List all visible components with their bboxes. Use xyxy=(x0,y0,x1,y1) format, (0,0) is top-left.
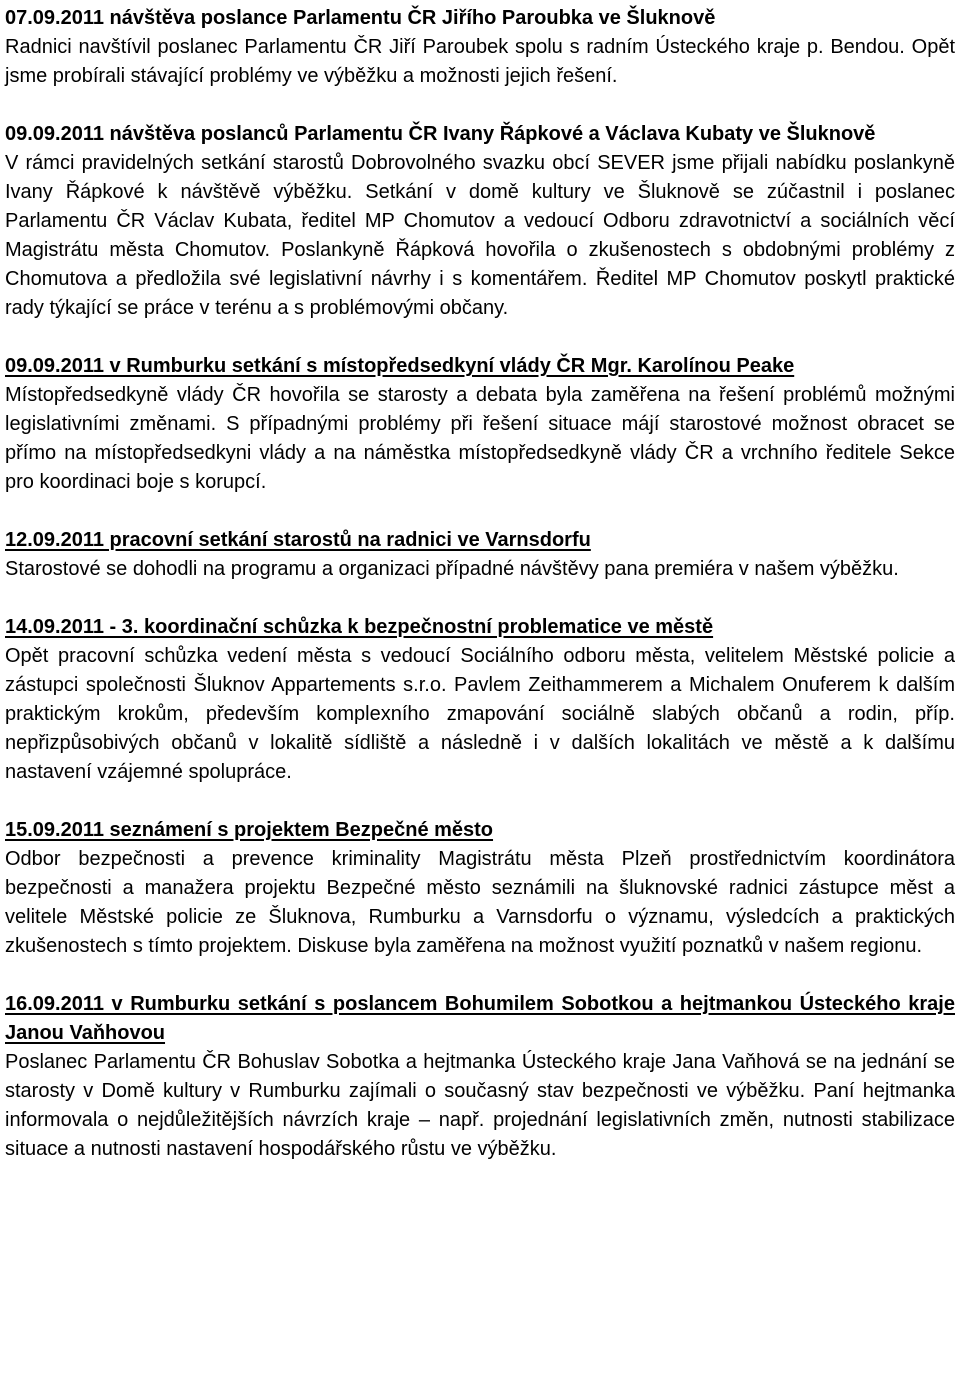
entry-body: Odbor bezpečnosti a prevence kriminality Magistrátu města Plzeň prostřednictvím koordinátora bezpečnosti a manažera projektu Bezpečné město seznámili na šluknovské radnici zástupce měst a velitele Městské policie ze Šluknova, Rumburku a Varnsdorfu o významu, výsledcích a praktických zkušenostech s tímto projektem. Diskuse byla zaměřena na možnost využití poznatků v našem regionu. xyxy=(5,848,955,957)
entry-security-coordination xyxy=(5,613,955,787)
entry-peake-meeting xyxy=(5,352,955,497)
entry-body: Poslanec Parlamentu ČR Bohuslav Sobotka a hejtmanka Ústeckého kraje Jana Vaňhová se na jednání se starosty v Domě kultury v Rumburku zajímali o současný stav bezpečnosti ve výběžku. Paní hejtmanka informovala o nejdůležitějších návrzích kraje – např. projednání legislativních změn, nutnosti stabilizace situace a nutnosti nastavení hospodářského růstu ve výběžku. xyxy=(5,1051,955,1160)
entry-heading: 16.09.2011 v Rumburku setkání s poslancem Bohumilem Sobotkou a hejtmankou Ústeckého kraje Janou Vaňhovou xyxy=(5,993,955,1044)
entry-sobotka-vanhova-meeting xyxy=(5,990,955,1164)
entry-heading: 12.09.2011 pracovní setkání starostů na radnici ve Varnsdorfu xyxy=(5,529,591,551)
entry-rapkova-kubata-visit xyxy=(5,120,955,323)
entry-heading: 14.09.2011 - 3. koordinační schůzka k bezpečnostní problematice ve městě xyxy=(5,616,714,638)
entry-heading: 09.09.2011 návštěva poslanců Parlamentu ČR Ivany Řápkové a Václava Kubaty ve Šluknově xyxy=(5,123,876,145)
entry-varnsdorf-meeting xyxy=(5,526,955,584)
entry-body: Starostové se dohodli na programu a organizaci případné návštěvy pana premiéra v našem výběžku. xyxy=(5,558,899,580)
document-page xyxy=(5,4,955,1193)
entry-body: Místopředsedkyně vlády ČR hovořila se starosty a debata byla zaměřena na řešení problémů možnými legislativními změnami. S případnými problémy při řešení situace májí starostové možnost obracet se přímo na místopředsedkyni vlády a na náměstka místopředsedkyně vlády ČR a vrchního ředitele Sekce pro koordinaci boje s korupcí. xyxy=(5,384,955,493)
entry-body: Radnici navštívil poslanec Parlamentu ČR Jiří Paroubek spolu s radním Ústeckého kraje p. Bendou. Opět jsme probírali stávající problémy ve výběžku a možnosti jejich řešení. xyxy=(5,36,955,87)
entry-paroubek-visit xyxy=(5,4,955,91)
entry-safe-city-project xyxy=(5,816,955,961)
entry-heading: 15.09.2011 seznámení s projektem Bezpečné město xyxy=(5,819,494,841)
entry-heading: 09.09.2011 v Rumburku setkání s místopředsedkyní vlády ČR Mgr. Karolínou Peake xyxy=(5,355,795,377)
entry-heading: 07.09.2011 návštěva poslance Parlamentu ČR Jiřího Paroubka ve Šluknově xyxy=(5,7,716,29)
entry-body: Opět pracovní schůzka vedení města s vedoucí Sociálního odboru města, velitelem Městské policie a zástupci společnosti Šluknov Appartements s.r.o. Pavlem Zeithammerem a Michalem Onuferem k dalším praktickým krokům, především komplexního zmapování sociálně slabých občanů a rodin, příp. nepřizpůsobivých občanů v lokalitě sídliště a následně i v dalších lokalitách ve městě a k dalšímu nastavení vzájemné spolupráce. xyxy=(5,645,955,783)
entry-body: V rámci pravidelných setkání starostů Dobrovolného svazku obcí SEVER jsme přijali nabídku poslankyně Ivany Řápkové k návštěvě výběžku. Setkání v domě kultury ve Šluknově se zúčastnil i poslanec Parlamentu ČR Václav Kubata, ředitel MP Chomutov a vedoucí Odboru zdravotnictví a sociálních věcí Magistrátu města Chomutov. Poslankyně Řápková hovořila o zkušenostech s obdobnými problémy z Chomutova a předložila své legislativní návrhy i s komentářem. Ředitel MP Chomutov poskytl praktické rady týkající se práce v terénu a s problémovými občany. xyxy=(5,152,955,319)
